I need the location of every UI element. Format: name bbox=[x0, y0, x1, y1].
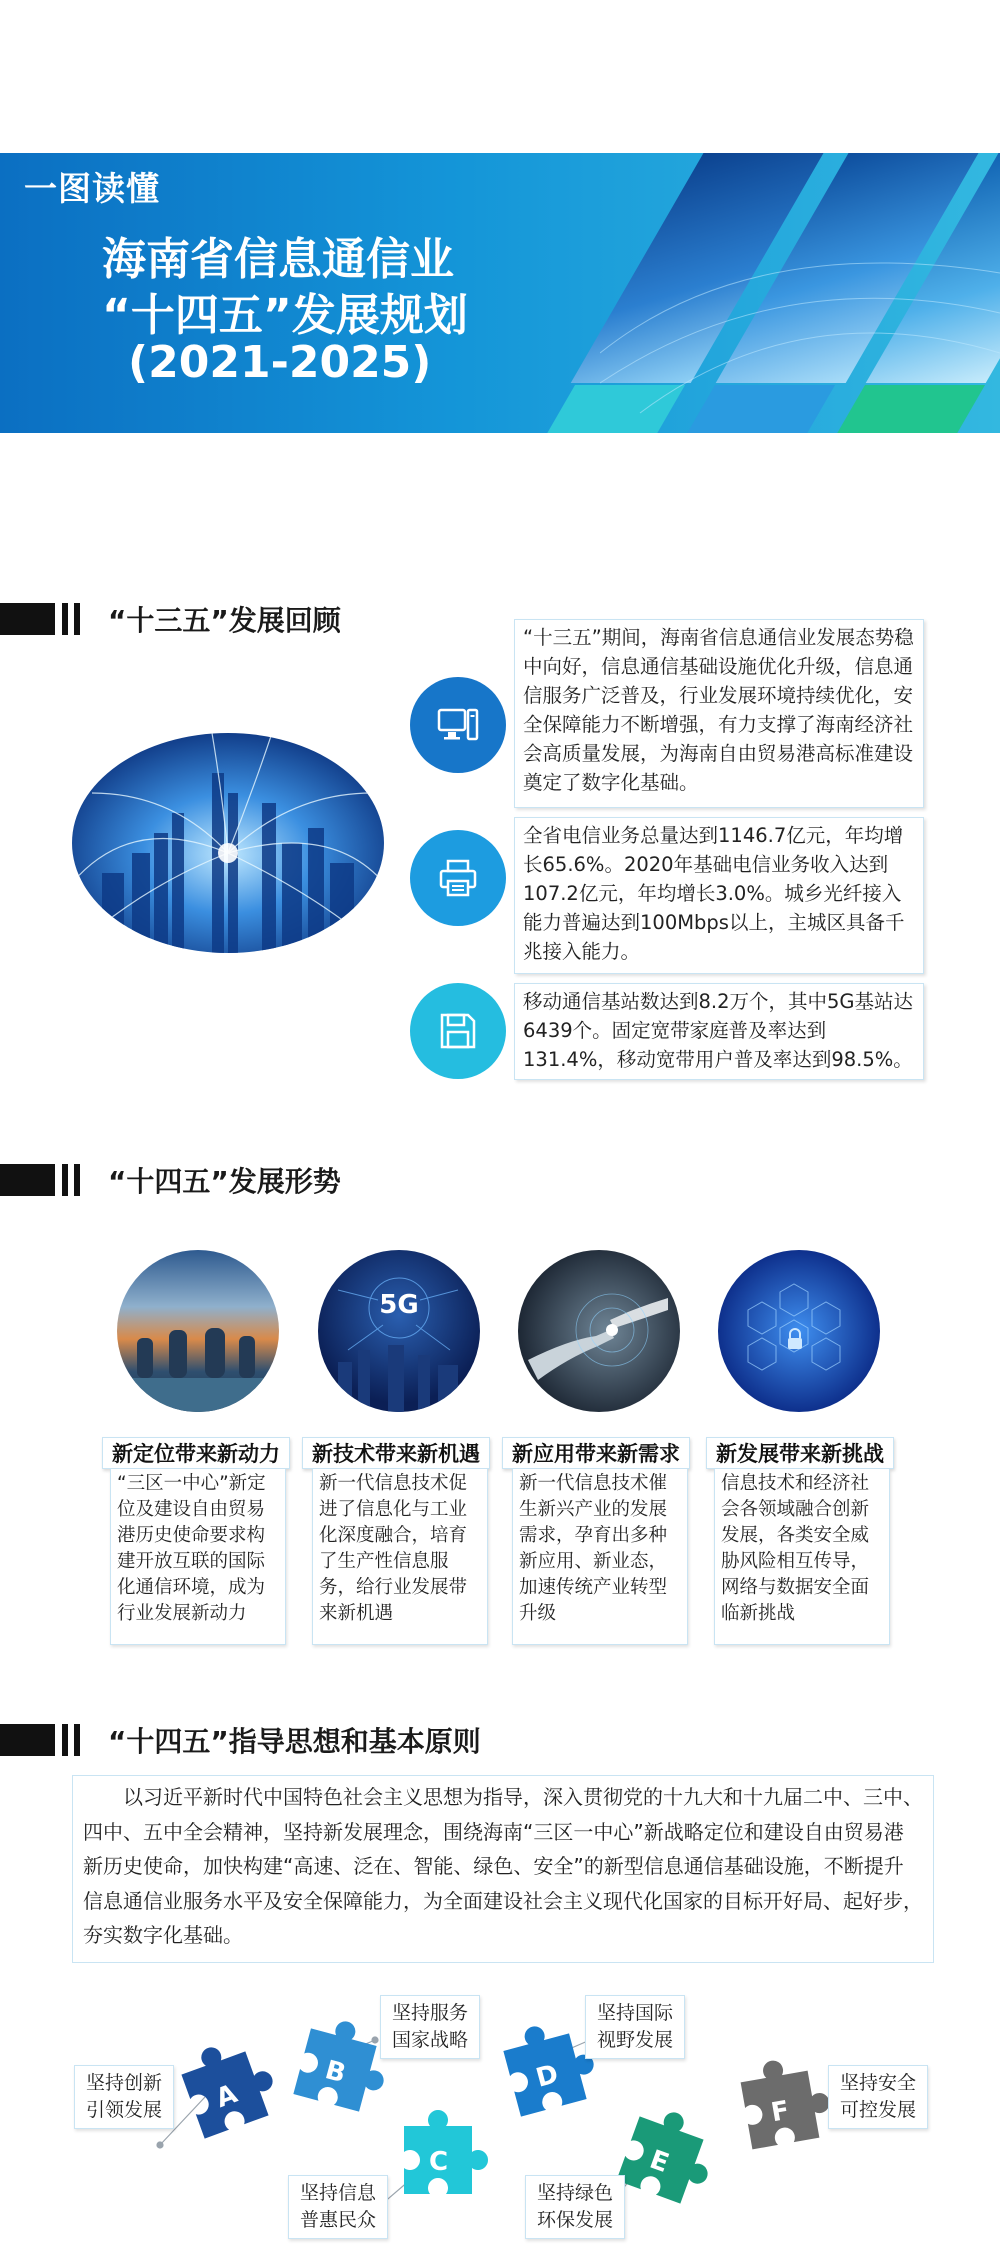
card-4-image bbox=[718, 1250, 880, 1412]
review-text-box-3 bbox=[514, 983, 924, 1080]
card-1-title: 新定位带来新动力 bbox=[102, 1437, 290, 1469]
card-3-title: 新应用带来新需求 bbox=[502, 1437, 690, 1469]
review-text-2: 全省电信业务总量达到1146.7亿元，年均增长65.6%。2020年基础电信业务收入达到107.2亿元，年均增长3.0%。城乡光纤接入能力普遍达到100Mbps以上，主城区具备千兆接入能力。 bbox=[523, 824, 905, 963]
principle-label-a: 坚持创新引领发展 bbox=[74, 2065, 174, 2129]
section-title: “十四五”发展形势 bbox=[108, 1165, 341, 1198]
section-header-situation bbox=[0, 1164, 600, 1196]
principle-label-d: 坚持国际视野发展 bbox=[585, 1995, 685, 2059]
banner-title-line2: “十四五”发展规划 bbox=[102, 290, 468, 341]
section-header-principles bbox=[0, 1724, 700, 1756]
principle-label-e: 坚持绿色环保发展 bbox=[525, 2175, 625, 2239]
card-1-image bbox=[117, 1250, 279, 1412]
save-icon bbox=[435, 1008, 481, 1054]
principle-label-b: 坚持服务国家战略 bbox=[380, 1995, 480, 2059]
coastal-towers-image bbox=[117, 1250, 279, 1412]
section-title: “十三五”发展回顾 bbox=[108, 604, 341, 637]
banner-title-line1: 海南省信息通信业 bbox=[102, 234, 454, 285]
review-item-1-icon bbox=[410, 677, 506, 773]
cyber-security-image bbox=[718, 1250, 880, 1412]
robot-hand-image bbox=[518, 1250, 680, 1412]
banner-title-line3: (2021-2025) bbox=[128, 337, 432, 388]
puzzle-piece-f bbox=[738, 2052, 835, 2149]
card-2-body: 新一代信息技术促进了信息化与工业化深度融合，培育了生产性信息服务，给行业发展带来新机遇 bbox=[312, 1469, 488, 1645]
principle-label-c: 坚持信息普惠民众 bbox=[288, 2175, 388, 2239]
monitor-icon bbox=[435, 702, 481, 748]
review-item-2-icon bbox=[410, 830, 506, 926]
puzzle-piece-e bbox=[616, 2101, 724, 2209]
header-banner bbox=[0, 153, 1000, 433]
puzzle-letter-d: D bbox=[532, 2059, 562, 2094]
guiding-principle-text: 以习近平新时代中国特色社会主义思想为指导，深入贯彻党的十九大和十九届二中、三中、四中、五中全会精神，坚持新发展理念，围绕海南“三区一中心”新战略定位和建设自由贸易港新历史使命，加快构建“高速、泛在、智能、绿色、安全”的新型信息通信基础设施，不断提升信息通信业服务水平及安全保障能力，为全面建设社会主义现代化国家的目标开好局、起好步，夯实数字化基础。 bbox=[72, 1775, 934, 1963]
puzzle-letter-b: B bbox=[321, 2055, 349, 2090]
review-text-box-1 bbox=[514, 619, 924, 808]
section-title: “十四五”指导思想和基本原则 bbox=[108, 1725, 481, 1758]
light-lines-decoration bbox=[600, 153, 1000, 433]
review-text-box-2 bbox=[514, 817, 924, 974]
puzzle-letter-a: A bbox=[212, 2078, 242, 2115]
card-3-body: 新一代信息技术催生新兴产业的发展需求，孕育出多种新应用、新业态，加速传统产业转型升级 bbox=[512, 1469, 688, 1645]
5g-network-image bbox=[318, 1250, 480, 1412]
puzzle-piece-a bbox=[176, 2031, 284, 2139]
printer-icon bbox=[435, 855, 481, 901]
card-1-body: “三区一中心”新定位及建设自由贸易港历史使命要求构建开放互联的国际化通信环境，成为行业发展新动力 bbox=[110, 1469, 286, 1645]
puzzle-letter-c: C bbox=[429, 2147, 449, 2177]
review-text-1: “十三五”期间，海南省信息通信业发展态势稳中向好，信息通信基础设施优化升级，信息通信服务广泛普及，行业发展环境持续优化，安全保障能力不断增强，有力支撑了海南经济社会高质量发展，为海南自由贸易港高标准建设奠定了数字化基础。 bbox=[523, 626, 914, 794]
card-4-title: 新发展带来新挑战 bbox=[706, 1437, 894, 1469]
card-3-image bbox=[518, 1250, 680, 1412]
card-2-title: 新技术带来新机遇 bbox=[302, 1437, 490, 1469]
card-2-image bbox=[318, 1250, 480, 1412]
puzzle-letter-e: E bbox=[645, 2144, 673, 2179]
review-text-3: 移动通信基站数达到8.2万个，其中5G基站达6439个。固定宽带家庭普及率达到131.4%，移动宽带用户普及率达到98.5%。 bbox=[523, 990, 914, 1071]
review-item-3-icon bbox=[410, 983, 506, 1079]
puzzle-letter-f: F bbox=[768, 2095, 792, 2129]
banner-badge: 一图读懂 bbox=[24, 169, 160, 208]
puzzle-piece-c bbox=[404, 2110, 488, 2194]
principle-label-f: 坚持安全可控发展 bbox=[828, 2065, 928, 2129]
section-header-review bbox=[0, 603, 600, 635]
city-network-image bbox=[72, 733, 384, 953]
5g-badge: 5G bbox=[379, 1290, 419, 1320]
card-4-body: 信息技术和经济社会各领域融合创新发展，各类安全威胁风险相互传导，网络与数据安全面临新挑战 bbox=[714, 1469, 890, 1645]
